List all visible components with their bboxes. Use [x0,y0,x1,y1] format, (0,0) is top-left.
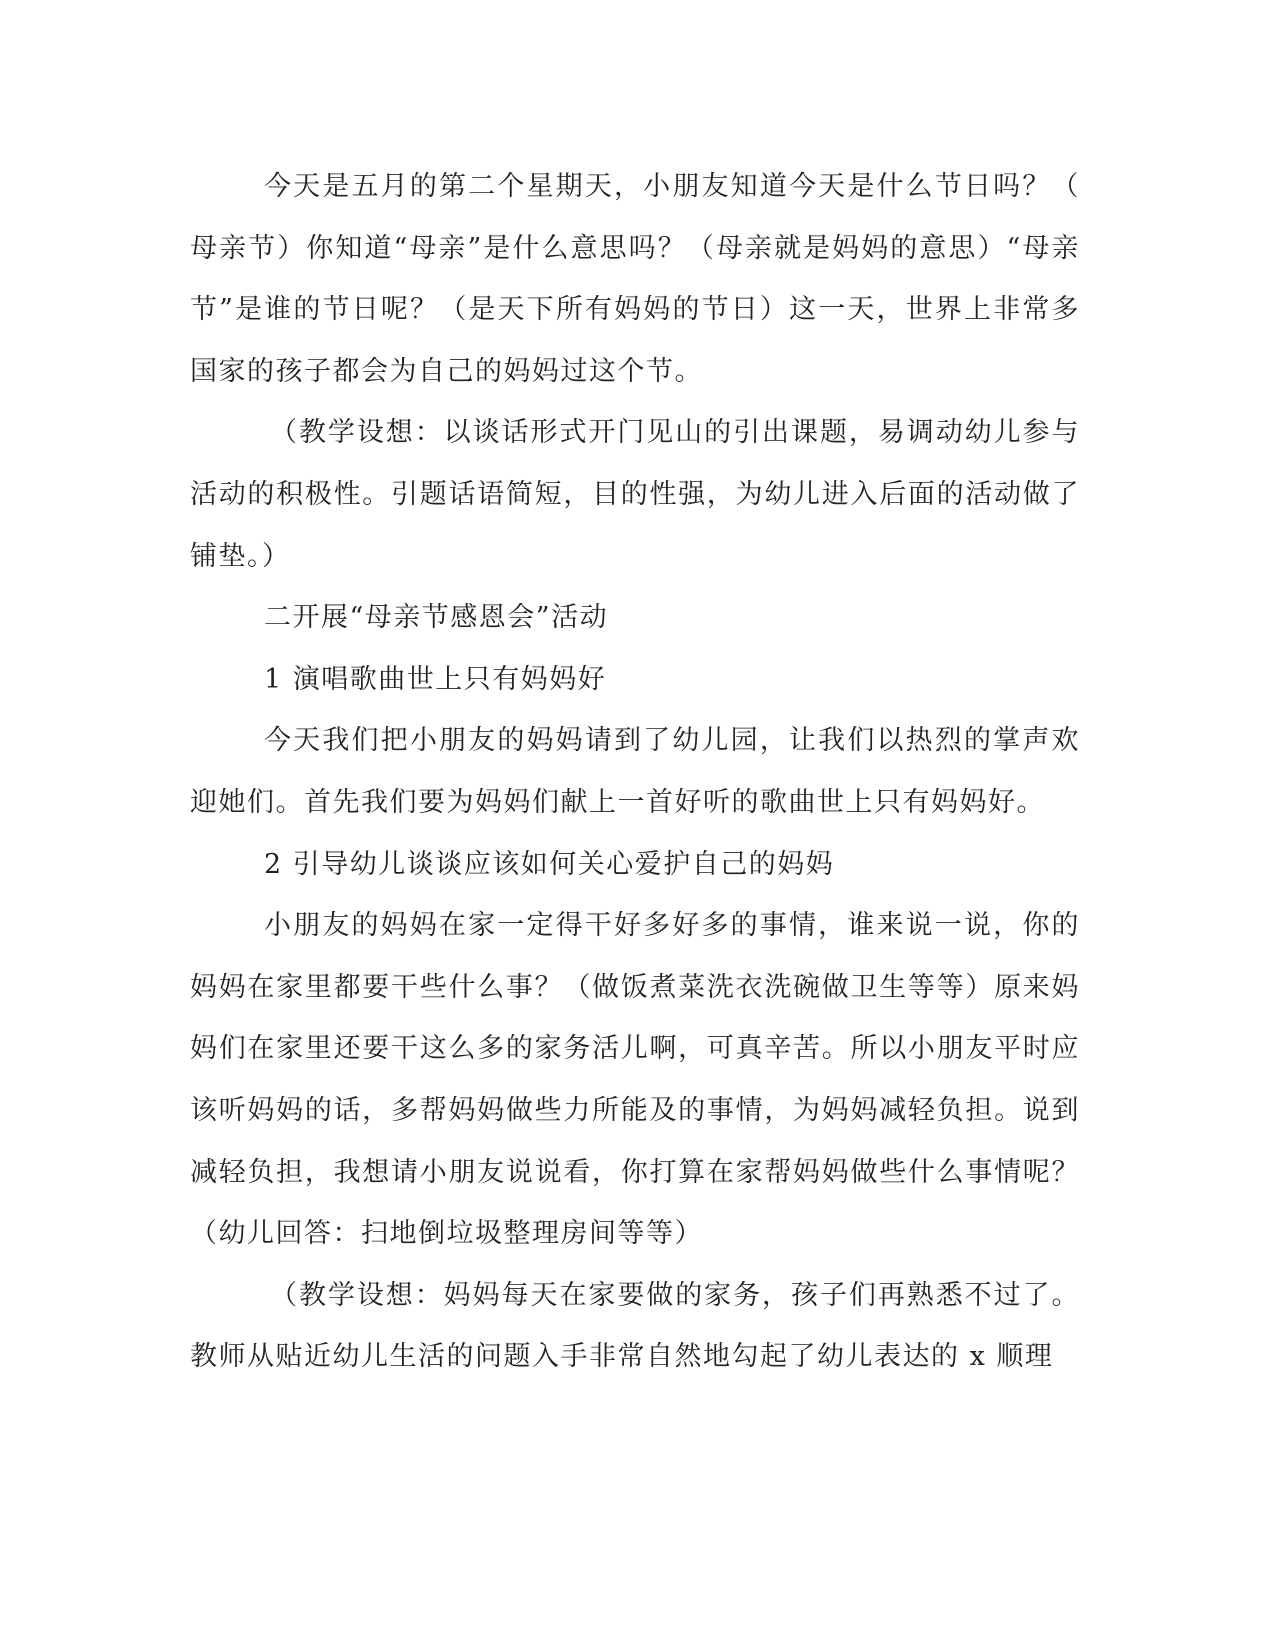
section-heading-activity: 二开展“母亲节感恩会”活动 [264,602,609,634]
subheading-care-for-mother: 2 引导幼儿谈谈应该如何关心爱护自己的妈妈 [264,848,835,880]
paragraph-mothers-day-intro: 今天是五月的第二个星期天，小朋友知道今天是什么节日吗？（母亲节）你知道“母亲”是什么意思吗？（母亲就是妈妈的意思）“母亲节”是谁的节日呢？（是天下所有妈妈的节日）这一天，世界上非常多国家的孩子都会为自己的妈妈过这个节。 [190,171,1080,387]
paragraph-housework-discussion: 小朋友的妈妈在家一定得干好多好多的事情，谁来说一说，你的妈妈在家里都要干些什么事？（做饭煮菜洗衣洗碗做卫生等等）原来妈妈们在家里还要干这么多的家务活儿啊，可真辛苦。所以小朋友平时应该听妈妈的话，多帮妈妈做些力所能及的事情，为妈妈减轻负担。说到减轻负担，我想请小朋友说说看，你打算在家帮妈妈做些什么事情呢？（幼儿回答：扫地倒垃圾整理房间等等） [190,910,1080,1250]
body-text [190,156,1080,1388]
paragraph-welcome-mothers: 今天我们把小朋友的妈妈请到了幼儿园，让我们以热烈的掌声欢迎她们。首先我们要为妈妈们献上一首好听的歌曲世上只有妈妈好。 [190,725,1080,818]
paragraph-teaching-note-1: （教学设想：以谈话形式开门见山的引出课题，易调动幼儿参与活动的积极性。引题话语简短，目的性强，为幼儿进入后面的活动做了铺垫。） [190,417,1080,572]
subheading-sing-song: 1 演唱歌曲世上只有妈妈好 [264,663,607,695]
paragraph-teaching-note-2: （教学设想：妈妈每天在家要做的家务，孩子们再熟悉不过了。教师从贴近幼儿生活的问题入手非常自然地勾起了幼儿表达的 x 顺理 [190,1279,1080,1373]
